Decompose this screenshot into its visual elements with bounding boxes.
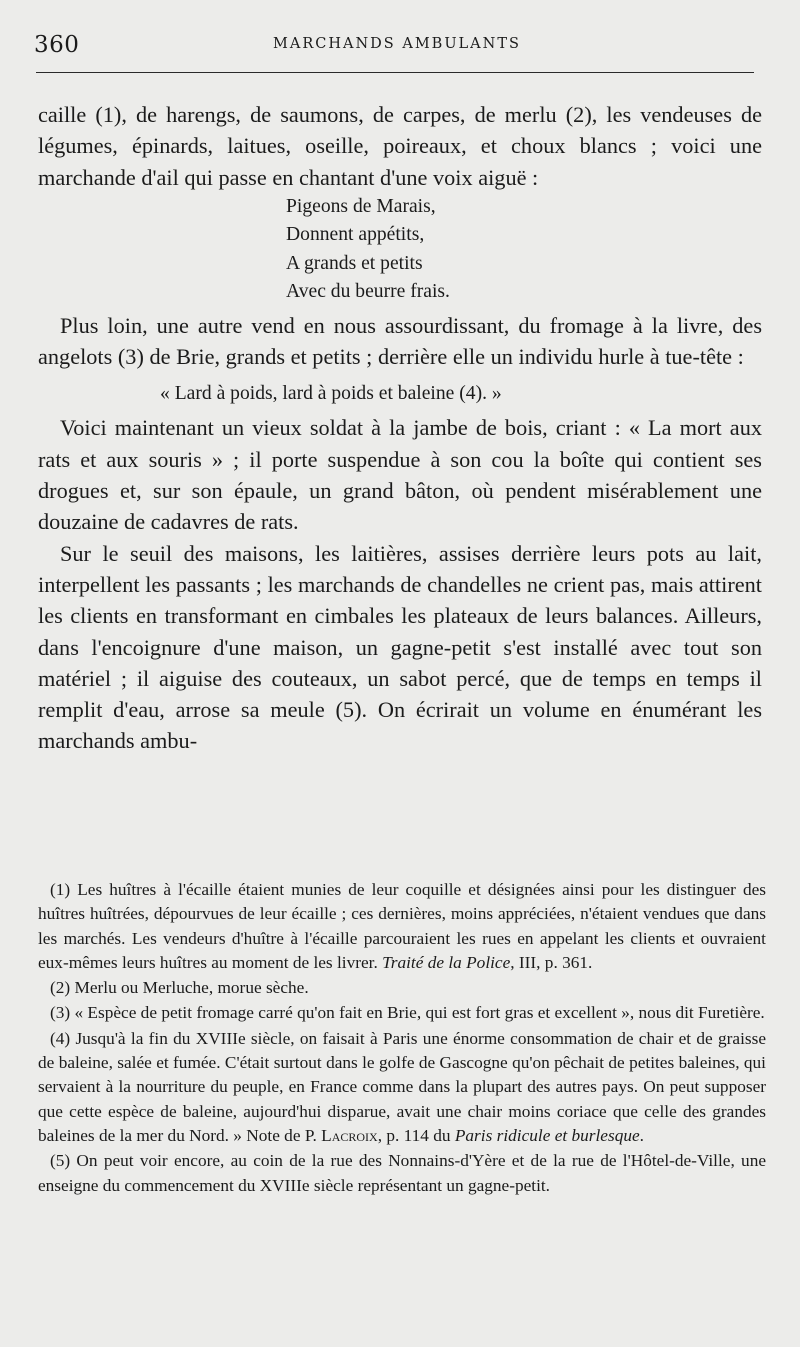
paragraph-1: caille (1), de harengs, de saumons, de carpes, de merlu (2), les vendeuses de légumes, épinards, laitues, oseille, poireaux, et choux blancs ; voici une marchande d'ail qui passe en chantant d'une voix aiguë : <box>38 102 762 190</box>
street-cry-quote: « Lard à poids, lard à poids et baleine (4). » <box>160 383 502 405</box>
verse-line: Donnent appétits, <box>286 224 425 246</box>
footnote-2: (2) Merlu ou Merluche, morue sèche. <box>50 978 309 998</box>
running-title: MARCHANDS AMBULANTS <box>273 36 521 52</box>
footnote-5: (5) On peut voir encore, au coin de la rue des Nonnains-d'Yère et de la rue de l'Hôtel-de-Ville, une enseigne du commencement du XVIIIe siècle représentant un gagne-petit. <box>38 1151 766 1195</box>
verse-block <box>286 193 762 307</box>
paragraph-3: Voici maintenant un vieux soldat à la jambe de bois, criant : « La mort aux rats et aux souris » ; il porte suspendue à son cou la boîte qui contient ses drogues et, sur son épaule, un grand bâton, où pendent misérablement une douzaine de cadavres de rats. <box>38 415 762 535</box>
paragraph-2: Plus loin, une autre vend en nous assourdissant, du fromage à la livre, des angelots (3) de Brie, grands et petits ; derrière elle un individu hurle à tue-tête : <box>38 312 762 370</box>
footnote-4-end: . <box>639 1125 644 1145</box>
verse-line: Pigeons de Marais, <box>286 195 436 217</box>
page-number: 360 <box>34 32 80 58</box>
footnote-1 <box>38 878 766 975</box>
footnote-4-author: Lacroix <box>321 1125 378 1145</box>
main-text <box>38 99 762 757</box>
footnote-4-text: (4) Jusqu'à la fin du XVIIIe siècle, on faisait à Paris une énorme consommation de chair et de graisse de baleine, salée et fumée. C'était surtout dans le golfe de Gascogne qu'on pêchait de petites baleines, qui servaient à la nourriture du peuple, en France comme dans la plupart des autres pays. On peut supposer que cette espèce de baleine, aujourd'hui disparue, avait une chair moins coriace que celle des grandes baleines de la mer du Nord. » Note de P. <box>38 1028 766 1145</box>
footnote-4 <box>38 1027 766 1148</box>
verse-line: Avec du beurre frais. <box>286 281 450 303</box>
header-rule <box>36 72 754 73</box>
footnote-1-ref-rest: , III, p. 361. <box>510 952 593 972</box>
footnote-1-text: (1) Les huîtres à l'écaille étaient munies de leur coquille et désignées ainsi pour les distinguer des huîtres huîtrées, dépourvues de leur écaille ; ces dernières, moins appréciées, n'étaient vendues que dans les marchés. Les vendeurs d'huître à l'écaille parcouraient les rues en appelant les clients et ouvraient eux-mêmes leurs huîtres au moment de les livrer. <box>38 880 766 972</box>
footnote-1-ref-title: Traité de la Police <box>382 952 511 972</box>
footnote-4-ref-title: Paris ridicule et burlesque <box>454 1125 640 1145</box>
page-header <box>34 30 760 64</box>
footnote-3: (3) « Espèce de petit fromage carré qu'on fait en Brie, qui est fort gras et excellent », nous dit Furetière. <box>50 1003 765 1023</box>
paragraph-4: Sur le seuil des maisons, les laitières, assises derrière leurs pots au lait, interpellent les passants ; les marchands de chandelles ne crient pas, mais attirent les clients en transformant en cimbales les plateaux de leurs balances. Ailleurs, dans l'encoignure d'une maison, un gagne-petit s'est installé avec tout son matériel ; il aiguise des couteaux, un sabot percé, que de temps en temps il remplit d'eau, arrose sa meule (5). On écrirait un volume en énumérant les marchands ambu- <box>38 540 762 754</box>
footnote-4-mid: , p. 114 du <box>377 1125 451 1145</box>
footnotes <box>38 878 766 1198</box>
verse-line: A grands et petits <box>286 252 423 274</box>
